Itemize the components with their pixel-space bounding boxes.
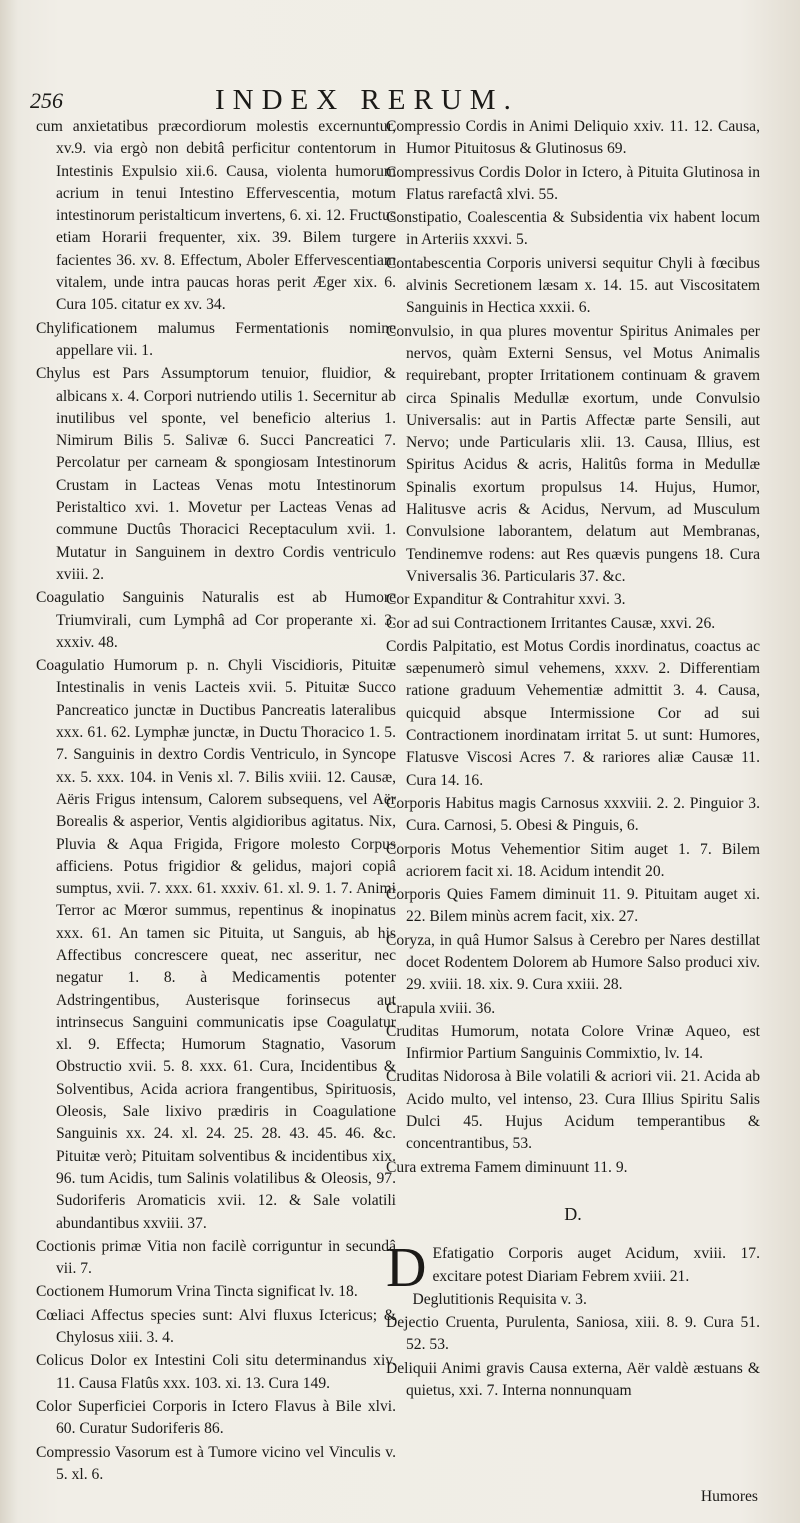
section-letter-d: D. [564, 1203, 582, 1224]
index-entry: Cordis Palpitatio, est Motus Cordis inordinatus, coactus ac sæpenumerò simul vehemens, xxxv. 2. Differentiam ratione graduum Vehementiæ admittit 3. 4. Causa, quicquid absque Intermissione Cor ad sui Contractionem inordinatam irritat 5. ut sunt: Humores, Flatusve Viscosi Acres 7. & rariores aliæ Causæ 11. Cura 14. 16. [386, 637, 760, 789]
index-entry: Compressivus Cordis Dolor in Ictero, à Pituita Glutinosa in Flatus rarefactâ xlvi. 55. [386, 163, 760, 203]
index-entry: Colicus Dolor ex Intestini Coli situ determinandus xiv. 11. Causa Flatûs xxx. 103. xi. 13. Cura 149. [36, 1352, 396, 1392]
running-title: INDEX RERUM. [215, 84, 519, 116]
index-entry: Deliquii Animi gravis Causa externa, Aër valdè æstuans & quietus, xxi. 7. Interna nonnunquam [386, 1359, 760, 1400]
index-entry: Cruditas Nidorosa à Bile volatili & acriori vii. 21. Acida ab Acido multo, vel intenso, 23. Cura Illius Spiritu Salis Dulci 45. Hujus Acidum temperantibus & concentrantibus, 53. [386, 1068, 760, 1153]
index-entry: Convulsio, in qua plures moventur Spiritus Animales per nervos, quàm Externi Sensus, vel Motus Animalis requirebant, propter Irritationem continuam & gravem circa Spinalis Medullæ exortum, unde Convulsio Universalis: aut in Partis Affectæ parte Sensili, aut Nervo; unde Particularis xlii. 13. Causa, Illius, est Spiritus Acidus & acris, Halitûs forma in Medullæ Spinalis exortum propulsus 14. Hujus, Humor, Halitusve acris & Acidus, Nervum, ad Musculum Convulsione laborantem, delatum aut Membranas, Tendinemve rodens: aut Res quævis pungens 18. Cura Vniversalis 36. Particularis 37. &c. [386, 322, 760, 585]
catchword: Humores [700, 1488, 758, 1505]
index-entry: Cor ad sui Contractionem Irritantes Causæ, xxvi. 26. [386, 614, 716, 632]
drop-cap: D [386, 1237, 427, 1300]
index-entry: Coagulatio Sanguinis Naturalis est ab Humore Triumvirali, cum Lymphâ ad Cor properante xi. 3. xxxiv. 48. [36, 589, 396, 651]
index-entry: Corporis Habitus magis Carnosus xxxviii. 2. 2. Pinguior 3. Cura. Carnosi, 5. Obesi & Pinguis, 6. [386, 794, 760, 835]
index-entry: Cor Expanditur & Contrahitur xxvi. 3. [386, 591, 626, 609]
index-entry: Chylus est Pars Assumptorum tenuior, fluidior, & albicans x. 4. Corpori nutriendo utilis 1. Secernitur ab inutilibus vel sponte, vel beneficio alterius 1. Nimirum Bilis 5. Salivæ 6. Succi Pancreatici 7. Percolatur per carneam & spongiosam Intestinorum Crustam in Lacteas Venas motu Intestinorum Peristaltico xvi. 1. Movetur per Lacteas Venas ad commune Ductûs Thoracici Receptaculum xvii. 1. Mutatur in Sanguinem in dextro Cordis ventriculo xviii. 2. [36, 365, 396, 583]
index-entry: Deglutitionis Requisita v. 3. [412, 1290, 587, 1308]
index-entry: Compressio Vasorum est à Tumore vicino vel Vinculis v. 5. xl. 6. [36, 1443, 396, 1483]
page-header [0, 84, 800, 118]
index-entry: Dejectio Cruenta, Purulenta, Saniosa, xiii. 8. 9. Cura 51. 52. 53. [386, 1314, 760, 1354]
left-column [36, 116, 396, 1487]
page-number: 256 [30, 88, 63, 113]
index-entry: Cura extrema Famem diminuunt 11. 9. [386, 1158, 628, 1176]
index-entry: cum anxietatibus præcordiorum molestis excernuntur, xv.9. via ergò non debitâ perficitur contentorum in Intestinis Expulsio xii.6. Causa, violenta humorum acrium in tenui Intestino Effervescentia, motum intestinorum peristalticum invertens, 6. xi. 12. Fructus etiam Horarii frequenter, xix. 39. Bilem turgere facientes 36. xv. 8. Effectum, Aboler Effervescentiam vitalem, unde intra paucas horas perit Æger xix. 6. Cura 105. citatur ex xv. 34. [36, 118, 396, 314]
index-entry: Cœliaci Affectus species sunt: Alvi fluxus Ictericus; & Chylosus xiii. 3. 4. [36, 1306, 396, 1347]
index-entry: Crapula xviii. 36. [386, 999, 496, 1017]
index-entry: Coagulatio Humorum p. n. Chyli Viscidioris, Pituitæ Intestinalis in venis Lacteis xvii. 5. Pituitæ Succo Pancreatico junctæ in Ductibus Pancreatis lateralibus xxx. 61. 62. Lymphæ junctæ, in Ductu Thoracico 1. 5. 7. Sanguinis in dextro Cordis Ventriculo, in Syncope xx. 5. xxx. 104. in Venis xl. 7. Bilis xviii. 12. Causæ, Aëris Frigus intensum, Calorem subsequens, vel Aër Borealis & asperior, Ventis algidioribus agitatus. Nix, Pluvia & Aqua Frigida, Frigore molesto Corpus afficiens. Potus frigidior & gelidus, majori copiâ sumptus, xvii. 7. xxx. 61. xxxiv. 61. xl. 9. 1. 7. Animi Terror ac Mœror summus, repentinus & inopinatus xxx. 61. An tamen sic Pituita, ut Sanguis, ab his Affectibus concrescere queat, nec asseritur, nec negatur 1. 8. à Medicamentis potenter Adstringentibus, Austerisque forinsecus aut intrinsecus Sanguini communicatis ipse Coagulatur xl. 9. Effecta; Humorum Stagnatio, Vasorum Obstructio xvii. 5. 8. xxx. 61. Cura, Incidentibus & Solventibus, Acida acriora frangentibus, Spirituosis, Oleosis, Sale lixivo prædiris in Coagulatione Sanguinis xx. 24. xl. 24. 25. 28. 43. 45. 46. &c. Pituitæ verò; Pituitam solventibus & incidentibus xix. 96. tum Acidis, tum Salinis volatilibus & Oleosis, 97. Sudoriferis Aromaticis xvii. 12. & Sale volatili abundantibus xxviii. 37. [36, 657, 396, 1232]
index-entry: Contabescentia Corporis universi sequitur Chyli à fœcibus alvinis Secretionem læsam x. 14. 15. aut Viscositatem Sanguinis in Hectica xxxii. 6. [386, 254, 760, 317]
index-entry: Coctionis primæ Vitia non facilè corriguntur in secundâ vii. 7. [36, 1237, 396, 1278]
index-entry: Coryza, in quâ Humor Salsus à Cerebro per Nares destillat docet Rodentem Dolorem ab Humore Salso produci xiv. 29. xviii. 18. xix. 9. Cura xxiii. 28. [386, 931, 760, 994]
index-entry: Chylificationem malumus Fermentationis nomine appellare vii. 1. [36, 319, 396, 359]
right-column [386, 116, 760, 1403]
index-entry: Compressio Cordis in Animi Deliquio xxiv. 11. 12. Causa, Humor Pituitosus & Glutinosus 69. [386, 118, 760, 158]
dropcap-entry-text: Efatigatio Corporis auget Acidum, xviii. 17. excitare potest Diariam Febrem xviii. 21. [432, 1245, 760, 1285]
index-entry: Constipatio, Coalescentia & Subsidentia vix habent locum in Arteriis xxxvi. 5. [386, 209, 760, 249]
index-entry: Coctionem Humorum Vrina Tincta significat lv. 18. [36, 1283, 358, 1301]
index-entry: Color Superficiei Corporis in Ictero Flavus à Bile xlvi. 60. Curatur Sudoriferis 86. [36, 1397, 396, 1438]
index-entry: Corporis Motus Vehementior Sitim auget 1. 7. Bilem acriorem facit xi. 18. Acidum intendit 20. [386, 840, 760, 880]
index-entry: Cruditas Humorum, notata Colore Vrinæ Aqueo, est Infirmior Partium Sanguinis Commixtio, lv. 14. [386, 1022, 760, 1063]
index-entry: Corporis Quies Famem diminuit 11. 9. Pituitam auget xi. 22. Bilem minùs acrem facit, xix. 27. [386, 886, 760, 926]
